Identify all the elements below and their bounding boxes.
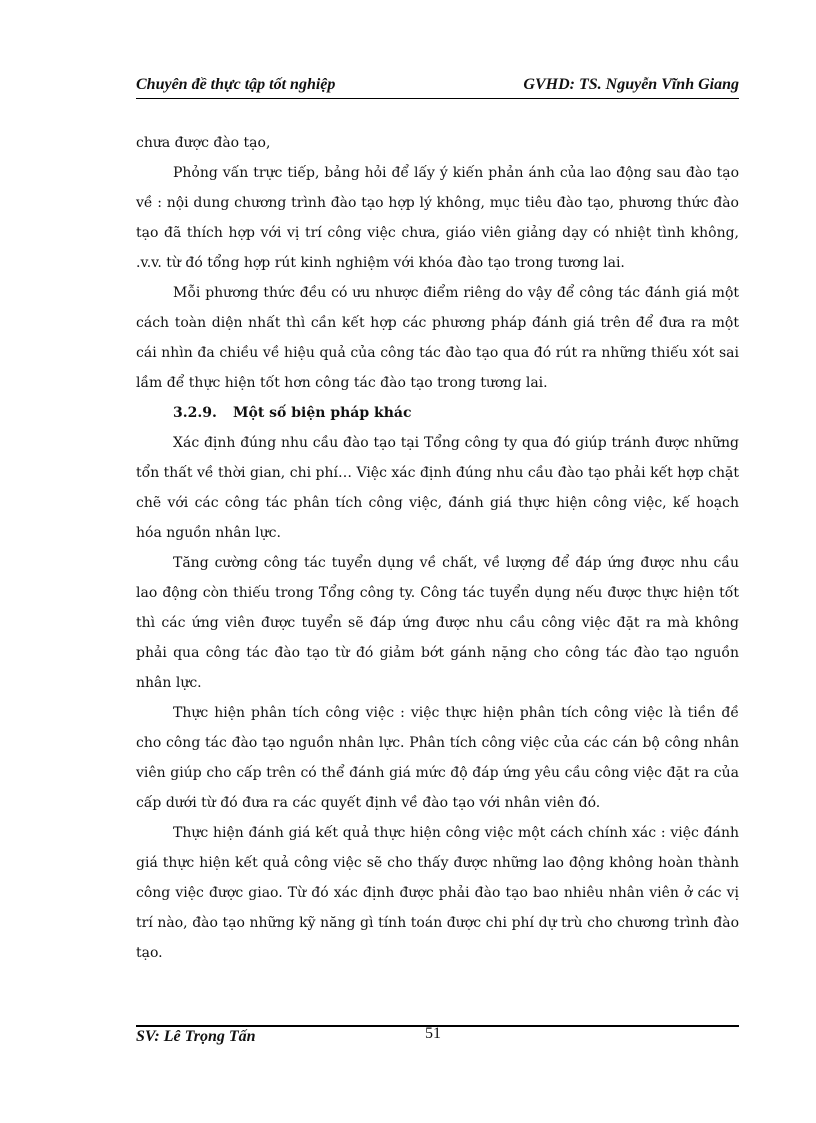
section-title: Một số biện pháp khác xyxy=(233,405,412,421)
paragraph: Thực hiện phân tích công việc : việc thực hiện phân tích công việc là tiền đề cho công tác đào tạo nguồn nhân lực. Phân tích công việc của các cán bộ công nhân viên giúp cho cấp trên có thể đánh giá mức độ đáp ứng yêu cầu công việc đặt ra của cấp dưới từ đó đưa ra các quyết định về đào tạo với nhân viên đó. xyxy=(136,705,739,811)
page-number: 51 xyxy=(425,1025,441,1042)
footer-student: SV: Lê Trọng Tấn xyxy=(136,1028,256,1045)
header-title: Chuyên đề thực tập tốt nghiệp xyxy=(136,76,336,93)
header-rule xyxy=(136,98,739,99)
paragraph: Thực hiện đánh giá kết quả thực hiện công việc một cách chính xác : việc đánh giá thực hiện kết quả công việc sẽ cho thấy được những lao động không hoàn thành công việc được giao. Từ đó xác định được phải đào tạo bao nhiêu nhân viên ở các vị trí nào, đào tạo những kỹ năng gì tính toán được chi phí dự trù cho chương trình đào tạo. xyxy=(136,825,739,961)
section-number: 3.2.9. xyxy=(173,405,217,421)
paragraph: Phỏng vấn trực tiếp, bảng hỏi để lấy ý kiến phản ánh của lao động sau đào tạo về : nội dung chương trình đào tạo hợp lý không, mục tiêu đào tạo, phương thức đào tạo đã thích hợp với vị trí công việc chưa, giáo viên giảng dạy có nhiệt tình không, .v.v. từ đó tổng hợp rút kinh nghiệm với khóa đào tạo trong tương lai. xyxy=(136,165,739,271)
paragraph: Xác định đúng nhu cầu đào tạo tại Tổng công ty qua đó giúp tránh được những tổn thất về thời gian, chi phí… Việc xác định đúng nhu cầu đào tạo phải kết hợp chặt chẽ với các công tác phân tích công việc, đánh giá thực hiện công việc, kế hoạch hóa nguồn nhân lực. xyxy=(136,435,739,541)
paragraph: chưa được đào tạo, xyxy=(136,135,271,151)
page-header xyxy=(136,76,739,98)
section-heading xyxy=(136,398,739,428)
header-advisor: GVHD: TS. Nguyễn Vĩnh Giang xyxy=(523,76,739,93)
paragraph: Mỗi phương thức đều có ưu nhược điểm riêng do vậy để công tác đánh giá một cách toàn diện nhất thì cần kết hợp các phương pháp đánh giá trên để đưa ra một cái nhìn đa chiều về hiệu quả của công tác đào tạo qua đó rút ra những thiếu xót sai lầm để thực hiện tốt hơn công tác đào tạo trong tương lai. xyxy=(136,285,739,391)
paragraph: Tăng cường công tác tuyển dụng về chất, về lượng để đáp ứng được nhu cầu lao động còn thiếu trong Tổng công ty. Công tác tuyển dụng nếu được thực hiện tốt thì các ứng viên được tuyển sẽ đáp ứng được nhu cầu công việc đặt ra mà không phải qua công tác đào tạo từ đó giảm bớt gánh nặng cho công tác đào tạo nguồn nhân lực. xyxy=(136,555,739,691)
document-body xyxy=(136,128,739,968)
